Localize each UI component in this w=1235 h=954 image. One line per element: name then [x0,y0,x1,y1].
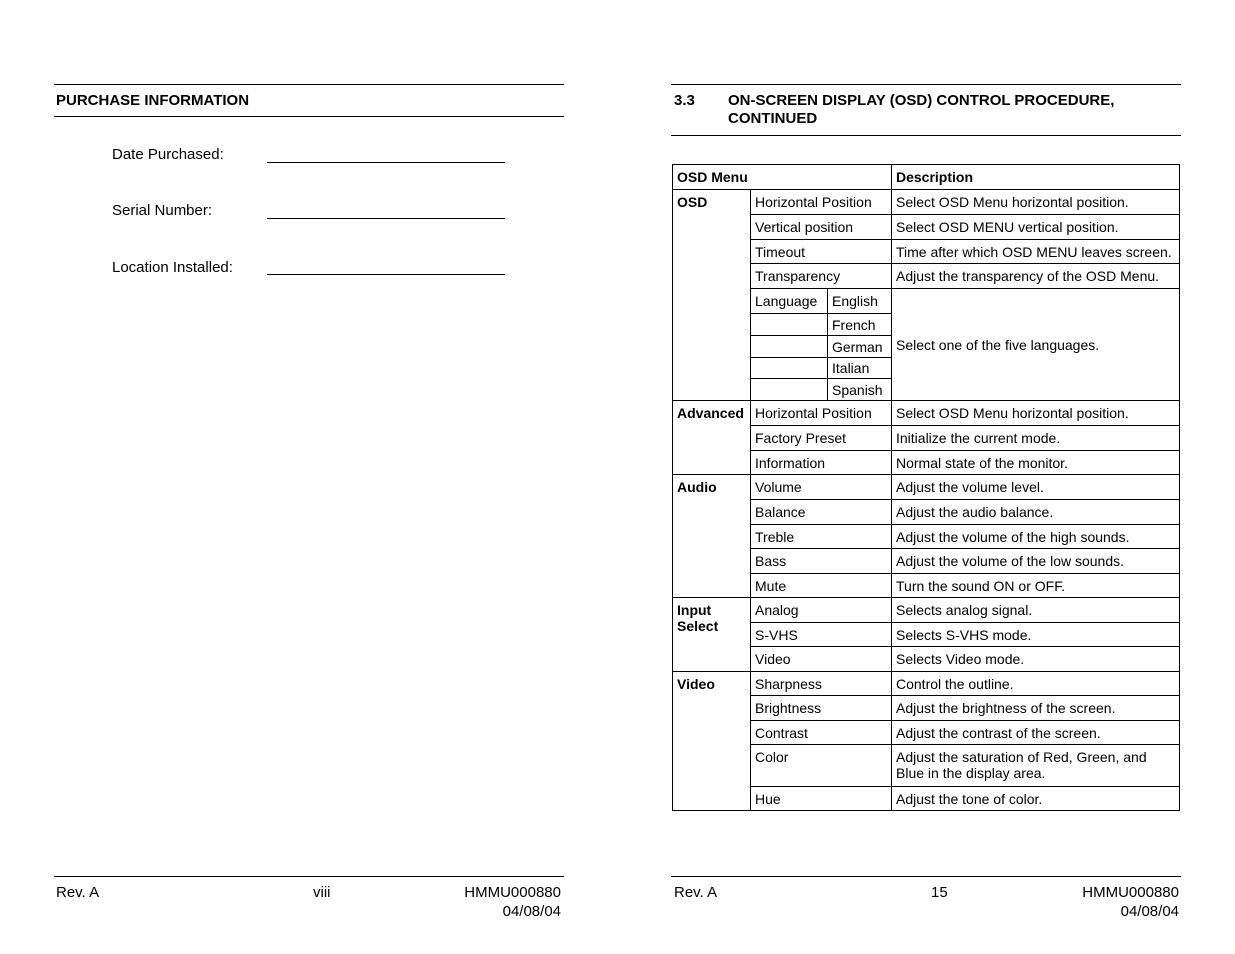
item-description: Adjust the volume of the high sounds. [892,525,1180,549]
left-footer-date: 04/08/04 [502,903,561,920]
language-option: German [828,336,892,358]
menu-item: Video [751,647,892,672]
date-purchased-field[interactable] [267,162,505,163]
item-description: Adjust the volume of the low sounds. [892,549,1180,574]
menu-item: Transparency [751,264,892,289]
section-title: ON-SCREEN DISPLAY (OSD) CONTROL PROCEDURE, [728,92,1115,109]
item-description: Normal state of the monitor. [892,451,1180,475]
left-header-rule-bottom [54,116,564,117]
item-description: Select OSD MENU vertical position. [892,215,1180,240]
item-description [892,745,1180,787]
left-footer-rev: Rev. A [56,884,100,901]
category-input-select-line1: Input [677,602,712,618]
language-option: English [828,289,892,314]
item-description: Adjust the contrast of the screen. [892,721,1180,745]
item-description-line2: Blue in the display area. [896,765,1046,781]
item-description: Adjust the brightness of the screen. [892,696,1180,721]
menu-item: Vertical position [751,215,892,240]
menu-item: S-VHS [751,623,892,647]
item-description: Adjust the volume level. [892,475,1180,500]
language-description: Select one of the five languages. [892,289,1180,401]
location-installed-field[interactable] [267,274,505,275]
table-row [673,190,1180,215]
section-number: 3.3 [674,92,695,109]
menu-item: Analog [751,598,892,623]
right-header-rule-top [671,84,1181,85]
menu-item: Treble [751,525,892,549]
right-footer-rev: Rev. A [674,884,718,901]
location-installed-label: Location Installed: [112,259,233,276]
serial-number-field[interactable] [267,218,505,219]
osd-menu-table [672,164,1180,811]
menu-item: Hue [751,787,892,811]
menu-item: Horizontal Position [751,401,892,426]
item-description: Control the outline. [892,672,1180,696]
menu-item: Factory Preset [751,426,892,451]
table-row [673,401,1180,426]
left-footer-doc-number: HMMU000880 [464,884,561,901]
language-label-empty [751,358,828,379]
left-footer-rule [54,876,564,877]
category-input-select-line2: Select [677,618,719,634]
left-header-rule-top [54,84,564,85]
item-description: Select OSD Menu horizontal position. [892,401,1180,426]
section-title-continued: CONTINUED [728,110,818,127]
table-row [673,598,1180,623]
right-footer-doc-number: HMMU000880 [1082,884,1179,901]
language-label: Language [751,289,828,314]
table-row [673,475,1180,500]
language-option: Italian [828,358,892,379]
menu-item: Volume [751,475,892,500]
item-description: Adjust the tone of color. [892,787,1180,811]
menu-item: Color [751,745,892,787]
language-label-empty [751,314,828,336]
language-option: French [828,314,892,336]
right-footer-date: 04/08/04 [1120,903,1179,920]
menu-item: Sharpness [751,672,892,696]
item-description: Time after which OSD MENU leaves screen. [892,240,1180,264]
purchase-info-heading: PURCHASE INFORMATION [56,92,250,109]
category-osd: OSD [673,190,751,401]
date-purchased-label: Date Purchased: [112,146,224,163]
menu-item: Information [751,451,892,475]
table-header-row [673,165,1180,190]
table-row [673,672,1180,696]
category-advanced: Advanced [673,401,751,475]
item-description: Initialize the current mode. [892,426,1180,451]
right-footer-rule [671,876,1181,877]
item-description: Adjust the audio balance. [892,500,1180,525]
item-description: Selects S-VHS mode. [892,623,1180,647]
item-description: Selects analog signal. [892,598,1180,623]
menu-item: Contrast [751,721,892,745]
menu-item: Timeout [751,240,892,264]
menu-item: Mute [751,574,892,598]
item-description-line1: Adjust the saturation of Red, Green, and [896,749,1147,765]
language-label-empty [751,336,828,358]
menu-item: Bass [751,549,892,574]
item-description: Turn the sound ON or OFF. [892,574,1180,598]
serial-number-label: Serial Number: [112,202,213,219]
menu-item: Balance [751,500,892,525]
item-description: Select OSD Menu horizontal position. [892,190,1180,215]
menu-item: Horizontal Position [751,190,892,215]
osd-menu-column-header: OSD Menu [673,165,892,190]
item-description: Adjust the transparency of the OSD Menu. [892,264,1180,289]
right-footer-page-number: 15 [931,884,948,901]
language-label-empty [751,379,828,401]
category-input-select [673,598,751,672]
description-column-header: Description [892,165,1180,190]
category-audio: Audio [673,475,751,598]
menu-item: Brightness [751,696,892,721]
category-video: Video [673,672,751,811]
right-header-rule-bottom [671,135,1181,136]
left-footer-page-number: viii [313,884,331,901]
item-description: Selects Video mode. [892,647,1180,672]
language-option: Spanish [828,379,892,401]
